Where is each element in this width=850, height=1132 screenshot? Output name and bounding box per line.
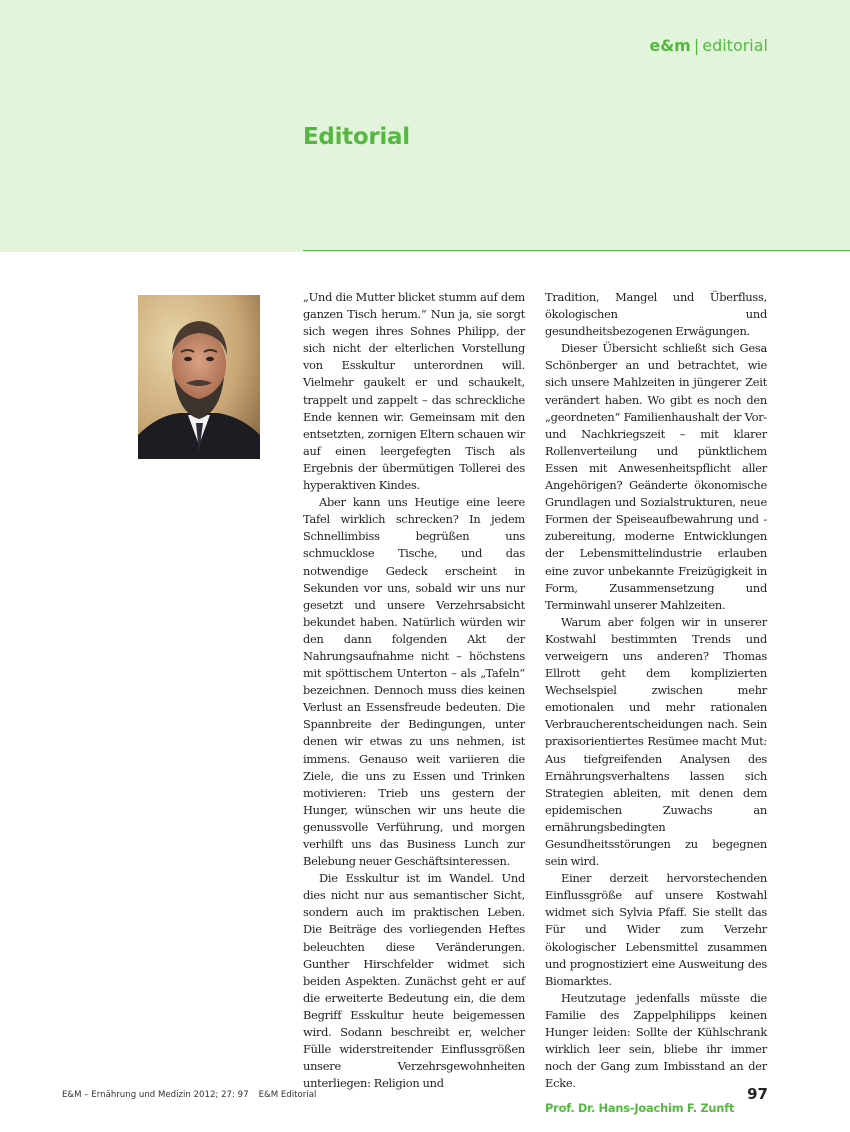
author-signature: Prof. Dr. Hans-Joachim F. Zunft (545, 1101, 735, 1116)
paragraph: Warum aber folgen wir in unserer Kostwahl bestimmten Trends und verweigern uns anderen? Thomas Ellrott geht dem komplizierten Wechselspiel zwischen mehr emotionalen und mehr rationalen Verbraucherentscheidungen nach. Sein praxisorientiertes Resümee macht Mut: Aus tiefgreifenden Analysen des Ernährungsverhaltens lassen sich Strategien ableiten, mit denen dem epidemischen Zuwachs an ernährungsbedingten Gesundheitsstörungen zu begegnen sein wird. (545, 614, 767, 869)
paragraph: Dieser Übersicht schließt sich Gesa Schönberger an und betrachtet, wie sich unsere Mahlzeiten in jüngerer Zeit verändert haben. Wo gibt es noch den „geordneten“ Familienhaushalt der Vor- und Nachkriegszeit – mit klarer Rollenverteilung und pünktlichem Essen mit Anwesenheitspflicht aller Angehörigen? Geänderte ökonomische Grundlagen und Sozialstrukturen, neue Formen der Speiseaufbewahrung und -zubereitung, moderne Entwicklungen der Lebensmittelindustrie erlauben eine zuvor unbekannte Freizügigkeit in Form, Zusammensetzung und Terminwahl unserer Mahlzeiten. (545, 341, 767, 612)
section-name: editorial (702, 36, 768, 55)
author-portrait-image (138, 295, 260, 459)
section-label (649, 36, 768, 55)
paragraph: „Und die Mutter blicket stumm auf dem ganzen Tisch herum.“ Nun ja, sie sorgt sich wegen ihres Sohnes Philipp, der sich nicht der elterlichen Vorstellung von Esskultur unterordnen will. Vielmehr gaukelt er und schaukelt, trappelt und zappelt – das schreckliche Ende kennen wir. Gemeinsam mit den entsetzten, zornigen Eltern schauen wir auf einen leergefegten Tisch als Ergebnis der übermütigen Tollerei des hyperaktiven Kindes. (303, 290, 525, 493)
header-divider (303, 250, 850, 251)
paragraph: Tradition, Mangel und Überfluss, ökologischen und gesundheitsbezogenen Erwägungen. (545, 290, 767, 339)
footer-section: E&M Editorial (258, 1090, 317, 1100)
section-separator: | (693, 36, 700, 55)
page-number: 97 (747, 1085, 768, 1103)
citation-text: E&M – Ernährung und Medizin 2012; 27: 97 (62, 1090, 249, 1100)
page-title: Editorial (303, 124, 410, 150)
author-portrait (138, 295, 260, 459)
paragraph: Heutzutage jedenfalls müsste die Familie des Zappelphilipps keinen Hunger leiden: Sollte der Kühlschrank wirklich leer sein, bliebe ihr immer noch der Gang zum Imbisstand an der Ecke. (545, 990, 767, 1091)
brand-name: e&m (649, 36, 691, 55)
paragraph: Die Esskultur ist im Wandel. Und dies nicht nur aus semantischer Sicht, sondern auch im praktischen Leben. Die Beiträge des vorliegenden Heftes beleuchten diese Veränderungen. Gunther Hirschfelder widmet sich beiden Aspekten. Zunächst geht er auf die erweiterte Bedeutung ein, die dem Begriff Esskultur heute beigemessen wird. Sodann beschreibt er, welcher Fülle widerstreitender Einflussgrößen unsere Verzehrsgewohnheiten unterliegen: Religion und (303, 871, 525, 1091)
text-column-2 (545, 289, 767, 1118)
footer-citation (62, 1090, 316, 1100)
paragraph: Aber kann uns Heutige eine leere Tafel wirklich schrecken? In jedem Schnellimbiss begrüßen uns schmucklose Tische, und das notwendige Gedeck erscheint in Sekunden vor uns, sobald wir uns nur gesetzt und unsere Verzehrsabsicht bekundet haben. Natürlich würden wir den dann folgenden Akt der Nahrungsaufnahme nicht – höchstens mit spöttischem Unterton – als „Tafeln“ bezeichnen. Dennoch muss dies keinen Verlust an Essensfreude bedeuten. Die Spannbreite der Bedingungen, unter denen wir etwas zu uns nehmen, ist immens. Genauso weit variieren die Ziele, die uns zu Essen und Trinken motivieren: Trieb uns gestern der Hunger, wünschen wir uns heute die genussvolle Verführung, und morgen verhilft uns das Business Lunch zur Belebung neuer Geschäftsinteressen. (303, 495, 525, 869)
paragraph: Einer derzeit hervorstechenden Einflussgröße auf unsere Kostwahl widmet sich Sylvia Pfaff. Sie stellt das Für und Wider zum Verzehr ökologischer Lebensmittel zusammen und prognostiziert eine Ausweitung des Biomarktes. (545, 871, 767, 988)
text-column-1 (303, 289, 525, 1092)
